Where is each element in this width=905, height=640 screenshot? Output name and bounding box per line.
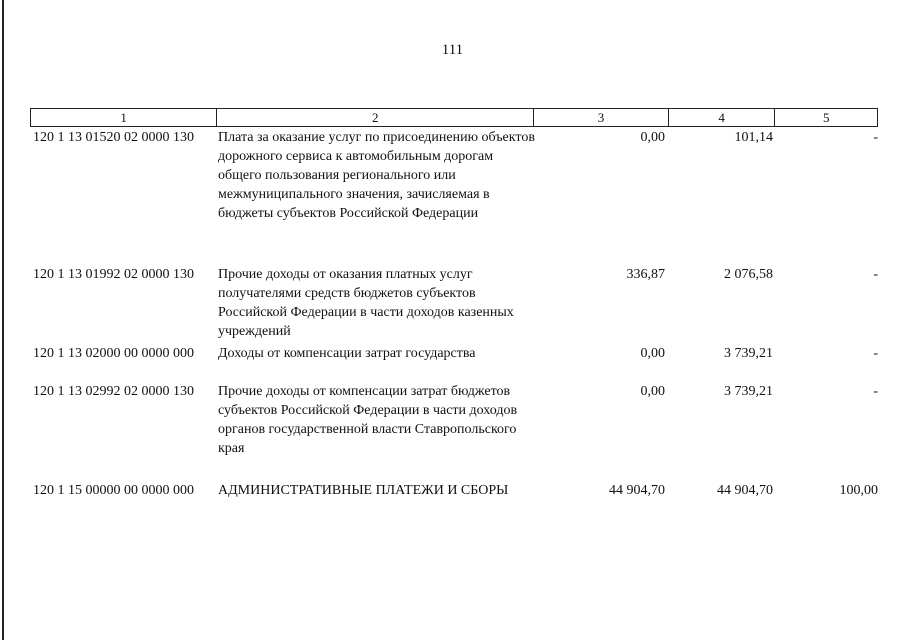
value-col-4: 2 076,58: [724, 267, 773, 282]
value-col-5: -: [873, 346, 878, 361]
revenue-name: АДМИНИСТРАТИВНЫЕ ПЛАТЕЖИ И СБОРЫ: [218, 483, 509, 498]
value-col-5: -: [873, 267, 878, 282]
table-row: [30, 481, 878, 500]
revenue-name: Доходы от компенсации затрат государства: [218, 346, 476, 361]
table-row: [30, 344, 878, 363]
table-row: [30, 382, 878, 458]
budget-code: 120 1 13 01992 02 0000 130: [33, 267, 194, 282]
value-col-3: 336,87: [626, 267, 665, 282]
revenue-table: [30, 108, 878, 498]
left-margin-rule: [2, 0, 4, 640]
value-col-4: 101,14: [734, 130, 773, 145]
value-col-4: 3 739,21: [724, 346, 773, 361]
page-number: 111: [441, 42, 464, 58]
value-col-5: 100,00: [839, 483, 878, 498]
value-col-5: -: [873, 384, 878, 399]
header-col-2: 2: [216, 109, 533, 126]
table-row: [30, 265, 878, 341]
value-col-3: 0,00: [640, 384, 665, 399]
revenue-name: Плата за оказание услуг по присоединению объектов дорожного сервиса к автомобильным дорогам общего пользования регионального или межмуниципального значения, зачисляемая в бюджеты субъектов Российской Федерации: [218, 130, 535, 221]
header-col-5: 5: [774, 109, 877, 126]
value-col-5: -: [873, 130, 878, 145]
revenue-name: Прочие доходы от компенсации затрат бюджетов субъектов Российской Федерации в части доходов органов государственной власти Ставропольского края: [218, 384, 518, 456]
header-col-4: 4: [668, 109, 775, 126]
budget-code: 120 1 13 01520 02 0000 130: [33, 130, 194, 145]
header-col-3: 3: [533, 109, 668, 126]
value-col-4: 44 904,70: [717, 483, 773, 498]
budget-code: 120 1 13 02000 00 0000 000: [33, 346, 194, 361]
budget-code: 120 1 15 00000 00 0000 000: [33, 483, 194, 498]
budget-code: 120 1 13 02992 02 0000 130: [33, 384, 194, 399]
value-col-4: 3 739,21: [724, 384, 773, 399]
value-col-3: 0,00: [640, 346, 665, 361]
value-col-3: 44 904,70: [609, 483, 665, 498]
revenue-name: Прочие доходы от оказания платных услуг получателями средств бюджетов субъектов Российской Федерации в части доходов казенных учреждений: [218, 267, 514, 339]
table-row: [30, 128, 878, 223]
header-col-1: 1: [120, 110, 127, 125]
value-col-3: 0,00: [640, 130, 665, 145]
table-header-row: [30, 108, 878, 127]
